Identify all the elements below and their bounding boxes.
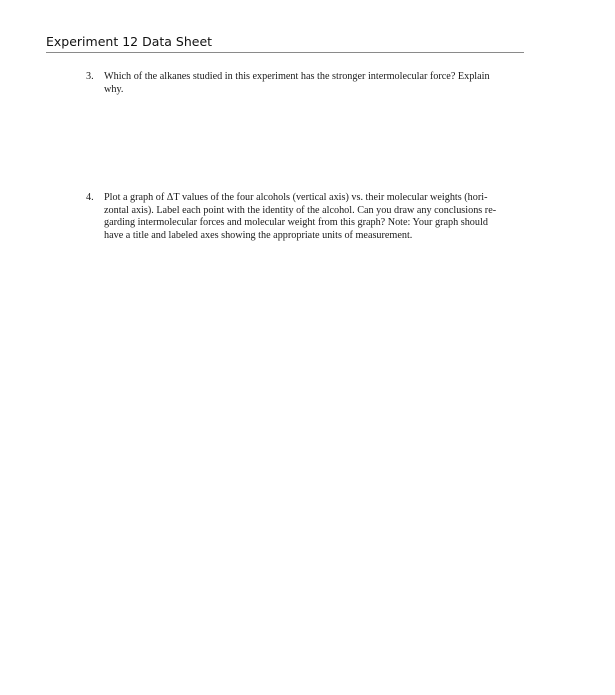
question-number: 3. — [86, 71, 94, 82]
header-divider — [46, 52, 524, 53]
question-text-line: Which of the alkanes studied in this experiment has the stronger intermolecular force? Explain — [104, 71, 490, 82]
question-text-line: Plot a graph of ΔT values of the four alcohols (vertical axis) vs. their molecular weights (hori- — [104, 192, 488, 203]
page-header — [46, 34, 524, 53]
question-text-line: why. — [104, 83, 124, 95]
question-text-line: zontal axis). Label each point with the identity of the alcohol. Can you draw any conclusions re- — [104, 204, 497, 216]
question-text — [104, 71, 532, 96]
question-text — [104, 192, 532, 242]
question-4 — [86, 192, 532, 242]
page-title: Experiment 12 Data Sheet — [46, 34, 213, 49]
question-3 — [86, 71, 532, 96]
question-number: 4. — [86, 192, 94, 203]
question-text-line: have a title and labeled axes showing the appropriate units of measurement. — [104, 229, 413, 241]
question-text-line: garding intermolecular forces and molecular weight from this graph? Note: Your graph should — [104, 217, 488, 229]
